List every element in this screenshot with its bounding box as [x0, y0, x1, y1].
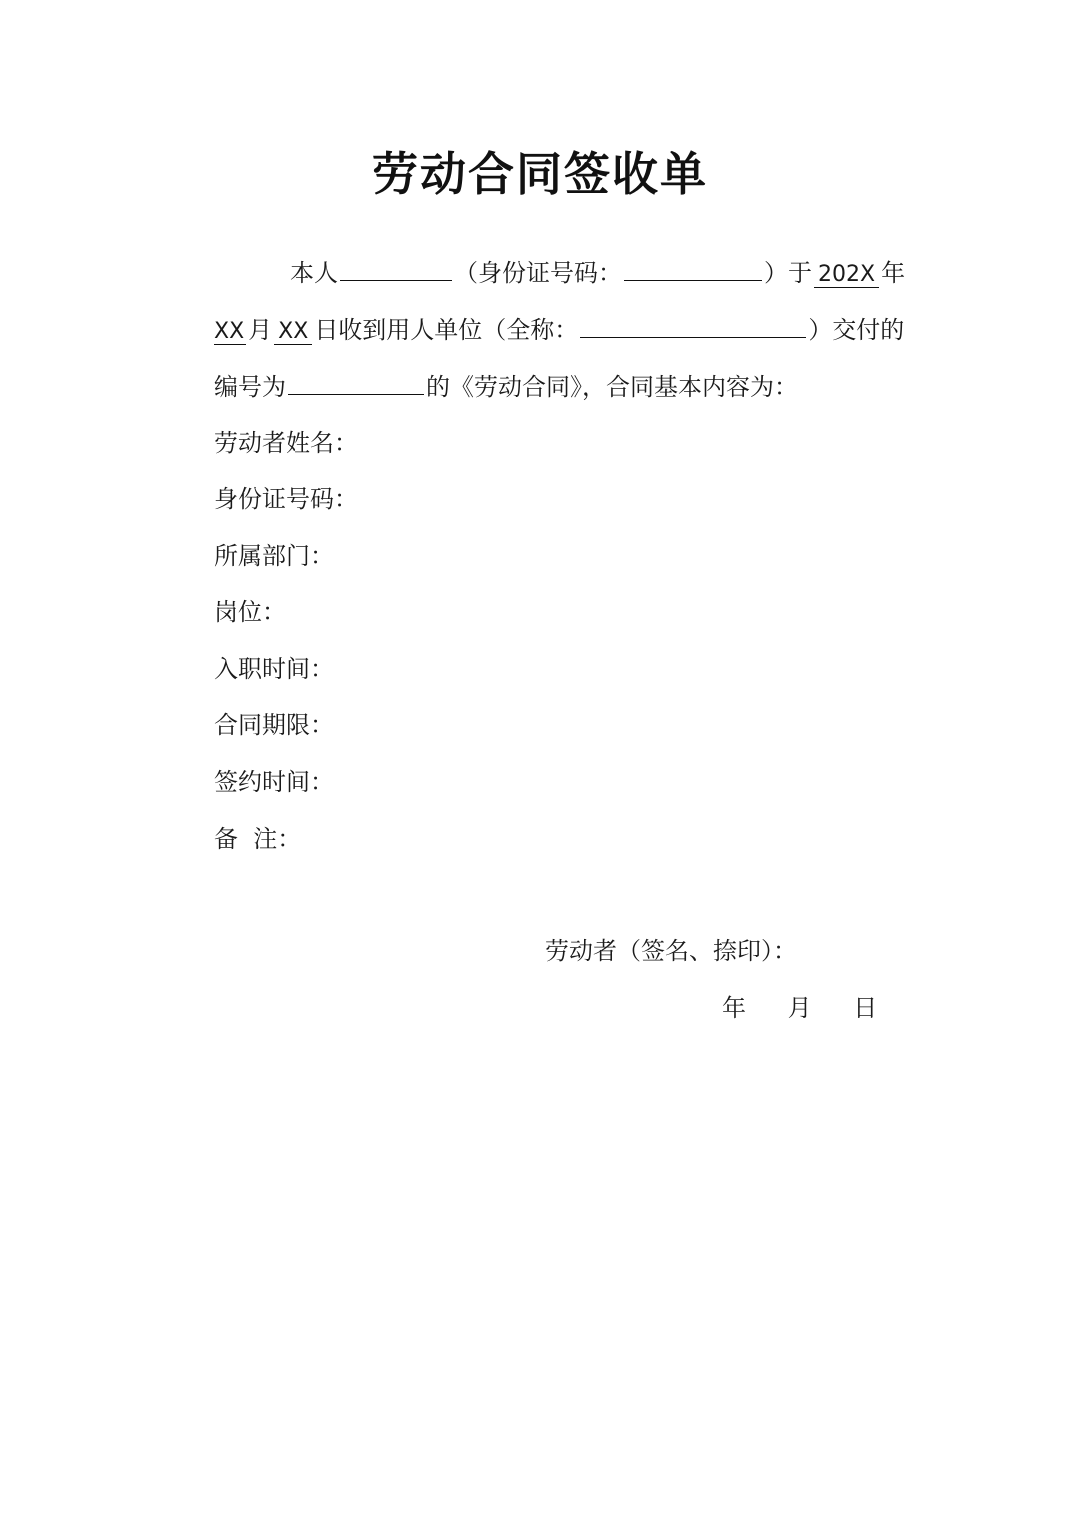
text-segment: 的《劳动合同》，合同基本内容为： — [426, 373, 798, 401]
text-segment: ）于 — [764, 259, 812, 287]
paragraph-line-3 — [214, 370, 798, 404]
month-fill: XX — [214, 319, 245, 344]
signature-date — [722, 991, 877, 1025]
field-hire-date: 入职时间： — [214, 655, 334, 683]
text-segment: 日收到用人单位（全称： — [314, 316, 579, 344]
text-segment: 月 — [248, 316, 273, 344]
document-title: 劳动合同签收单 — [372, 147, 708, 201]
year-fill: 202X — [814, 263, 879, 288]
text-segment: 编号为 — [214, 373, 286, 401]
name-blank — [340, 256, 452, 281]
date-month: 月 — [787, 994, 812, 1022]
field-signing-date: 签约时间： — [214, 768, 334, 796]
text-segment: （身份证号码： — [454, 259, 622, 287]
employer-name-blank — [580, 313, 806, 338]
text-segment: 年 — [881, 259, 906, 287]
signature-label: 劳动者（签名、捺印）： — [545, 937, 797, 965]
date-day: 日 — [853, 994, 878, 1022]
field-department: 所属部门： — [214, 542, 334, 570]
field-remarks: 备 注： — [214, 825, 302, 853]
field-position: 岗位： — [214, 598, 286, 626]
text-segment: ）交付的 — [808, 316, 905, 344]
contract-number-blank — [288, 370, 424, 395]
date-year: 年 — [722, 994, 746, 1022]
field-id-number: 身份证号码： — [214, 485, 358, 513]
text-segment: 本人 — [290, 259, 338, 287]
paragraph-line-2 — [214, 313, 904, 347]
day-fill: XX — [274, 320, 312, 345]
field-contract-term: 合同期限： — [214, 711, 334, 739]
paragraph-line-1 — [290, 256, 905, 290]
id-number-blank — [624, 256, 762, 281]
field-worker-name: 劳动者姓名： — [214, 429, 358, 457]
